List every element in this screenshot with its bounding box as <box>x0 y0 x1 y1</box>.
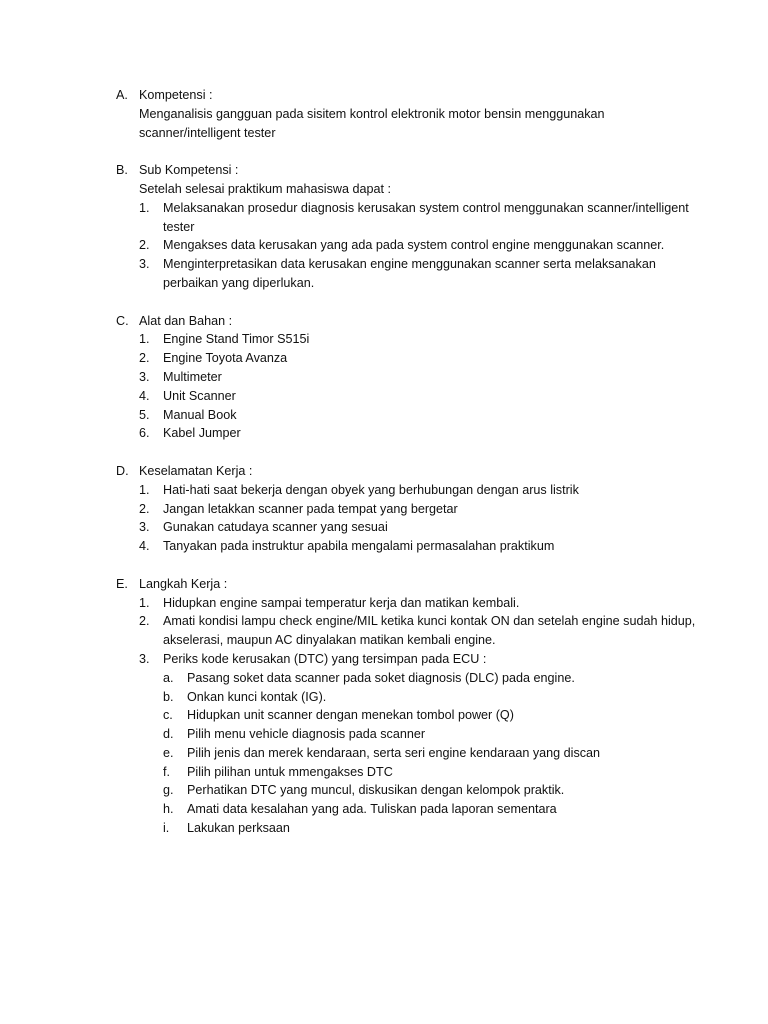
section-paragraph: Setelah selesai praktikum mahasiswa dapat : <box>139 181 392 196</box>
section-letter: E. <box>116 576 128 591</box>
sub-list-letter: a. <box>163 670 174 685</box>
sub-list-item <box>163 706 696 725</box>
sub-list-item <box>163 819 696 838</box>
list-item <box>139 481 696 500</box>
sub-list-text: Hidupkan unit scanner dengan menekan tombol power (Q) <box>187 708 514 723</box>
sub-list-text: Amati data kesalahan yang ada. Tuliskan pada laporan sementara <box>187 802 557 817</box>
list-number: 3. <box>139 651 150 666</box>
sub-list <box>139 669 696 838</box>
document-body <box>116 86 696 857</box>
section-title: Langkah Kerja : <box>139 576 228 591</box>
list-item <box>139 255 696 293</box>
sub-list-item <box>163 744 696 763</box>
sub-list-item <box>163 763 696 782</box>
list-number: 2. <box>139 614 150 629</box>
section-content <box>116 481 696 556</box>
sub-list-text: Pilih menu vehicle diagnosis pada scanner <box>187 727 426 742</box>
list-text: Amati kondisi lampu check engine/MIL ketika kunci kontak ON dan setelah engine sudah hidup, akselerasi, maupun AC dinyalakan matikan kembali engine. <box>163 614 696 648</box>
section-letter: B. <box>116 163 128 178</box>
list-number: 2. <box>139 351 150 366</box>
section-letter: D. <box>116 463 129 478</box>
section-content <box>116 180 696 293</box>
section-paragraph: Menganalisis gangguan pada sisitem kontrol elektronik motor bensin menggunakan scanner/intelligent tester <box>139 106 605 140</box>
list-text: Gunakan catudaya scanner yang sesuai <box>163 520 388 535</box>
list-text: Jangan letakkan scanner pada tempat yang bergetar <box>163 501 458 516</box>
sub-list-text: Onkan kunci kontak (IG). <box>187 689 327 704</box>
list-number: 2. <box>139 501 150 516</box>
section-title: Keselamatan Kerja : <box>139 463 253 478</box>
section-b <box>116 161 696 293</box>
section-heading <box>116 161 696 180</box>
list-number: 1. <box>139 595 150 610</box>
list-number: 4. <box>139 388 150 403</box>
list-item <box>139 612 696 650</box>
list-text: Kabel Jumper <box>163 426 241 441</box>
section-heading <box>116 462 696 481</box>
list-text: Melaksanakan prosedur diagnosis kerusakan system control menggunakan scanner/intelligent tester <box>163 200 689 234</box>
list-text: Menginterpretasikan data kerusakan engine menggunakan scanner serta melaksanakan perbaikan yang diperlukan. <box>163 257 656 290</box>
sub-list-text: Lakukan perksaan <box>187 821 290 836</box>
sub-list-letter: e. <box>163 745 174 760</box>
section-title: Kompetensi : <box>139 88 213 102</box>
list-number: 1. <box>139 332 150 347</box>
sub-list-item <box>163 800 696 819</box>
list-item <box>139 650 696 669</box>
list-text: Engine Stand Timor S515i <box>163 332 310 347</box>
sub-list-letter: i. <box>163 821 170 836</box>
list-item <box>139 424 696 443</box>
list-text: Hati-hati saat bekerja dengan obyek yang berhubungan dengan arus listrik <box>163 482 579 497</box>
section-e <box>116 575 696 838</box>
list-number: 3. <box>139 369 150 384</box>
list-text: Periks kode kerusakan (DTC) yang tersimpan pada ECU : <box>163 651 487 666</box>
sub-list-letter: f. <box>163 764 170 779</box>
sub-list-text: Perhatikan DTC yang muncul, diskusikan dengan kelompok praktik. <box>187 783 565 798</box>
sub-list-text: Pilih jenis dan merek kendaraan, serta seri engine kendaraan yang discan <box>187 745 601 760</box>
section-title: Alat dan Bahan : <box>139 313 233 328</box>
sub-list-text: Pasang soket data scanner pada soket diagnosis (DLC) pada engine. <box>187 670 575 685</box>
section-letter: C. <box>116 313 129 328</box>
section-c <box>116 312 696 444</box>
section-heading <box>116 312 696 331</box>
list-text: Tanyakan pada instruktur apabila mengalami permasalahan praktikum <box>163 539 555 554</box>
list-item <box>139 518 696 537</box>
list-item <box>139 406 696 425</box>
list-item <box>139 500 696 519</box>
sub-list-letter: b. <box>163 689 174 704</box>
section-content <box>116 594 696 838</box>
sub-list-item <box>163 781 696 800</box>
section-a <box>116 86 696 142</box>
list-number: 3. <box>139 257 150 272</box>
section-d <box>116 462 696 556</box>
sub-list-letter: g. <box>163 783 174 798</box>
list-number: 3. <box>139 520 150 535</box>
list-item <box>139 594 696 613</box>
sub-list-letter: c. <box>163 708 173 723</box>
list-number: 1. <box>139 482 150 497</box>
list-text: Mengakses data kerusakan yang ada pada system control engine menggunakan scanner. <box>163 238 665 253</box>
list-text: Unit Scanner <box>163 388 236 403</box>
list-item <box>139 330 696 349</box>
sub-list-item <box>163 669 696 688</box>
section-letter: A. <box>116 88 128 102</box>
section-heading <box>116 86 696 105</box>
list-item <box>139 349 696 368</box>
sub-list-text: Pilih pilihan untuk mmengakses DTC <box>187 764 393 779</box>
list-item <box>139 387 696 406</box>
sub-list-letter: d. <box>163 727 174 742</box>
section-heading <box>116 575 696 594</box>
list-number: 4. <box>139 539 150 554</box>
list-item <box>139 236 696 255</box>
list-item <box>139 368 696 387</box>
list-text: Multimeter <box>163 369 222 384</box>
list-text: Hidupkan engine sampai temperatur kerja dan matikan kembali. <box>163 595 520 610</box>
list-item <box>139 199 696 237</box>
sub-list-item <box>163 688 696 707</box>
list-number: 1. <box>139 200 150 215</box>
section-content <box>116 330 696 443</box>
sub-list-letter: h. <box>163 802 174 817</box>
list-number: 6. <box>139 426 150 441</box>
list-text: Engine Toyota Avanza <box>163 351 288 366</box>
sub-list-item <box>163 725 696 744</box>
list-number: 2. <box>139 238 150 253</box>
list-item <box>139 537 696 556</box>
list-text: Manual Book <box>163 407 237 422</box>
list-number: 5. <box>139 407 150 422</box>
section-title: Sub Kompetensi : <box>139 163 239 178</box>
